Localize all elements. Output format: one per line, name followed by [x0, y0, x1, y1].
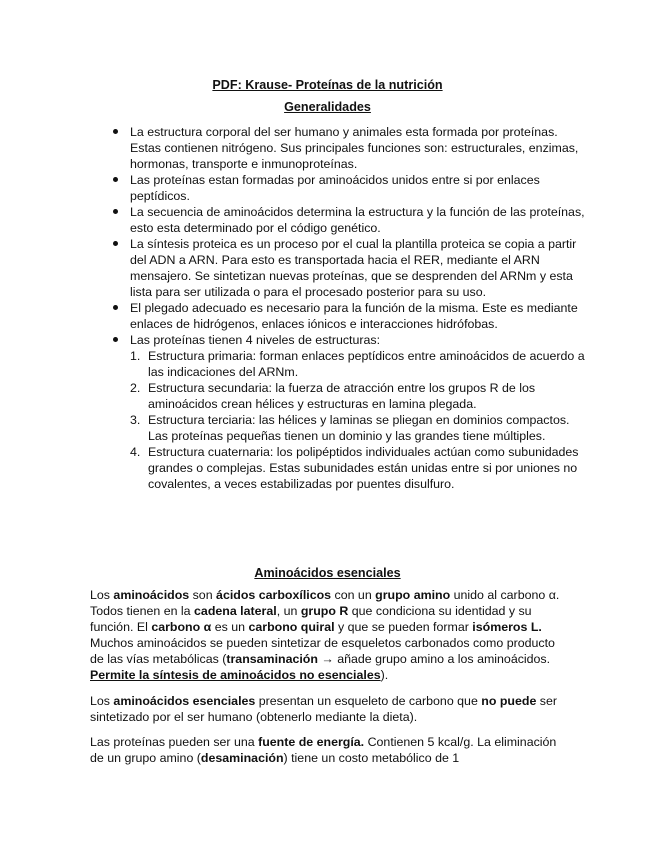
item-number: 4.: [130, 445, 141, 459]
bold-text: carbono α: [151, 620, 212, 634]
text-run: ).: [380, 668, 389, 682]
bullet-text: La estructura corporal del ser humano y animales esta formada por proteínas. Estas contienen nitrógeno. Sus principales funciones son: estructurales, enzimas, hormonas, transporte e inmunoproteínas.: [130, 125, 579, 171]
bold-text: cadena lateral: [194, 604, 277, 618]
text-run: Las proteínas pueden ser una: [90, 735, 259, 749]
bullet-item: [130, 172, 590, 204]
structure-levels-list: [130, 348, 590, 492]
item-number: 3.: [130, 413, 141, 427]
bullet-text: La secuencia de aminoácidos determina la estructura y la función de las proteínas, esto esta determinado por el código genético.: [130, 205, 585, 235]
document-title: PDF: Krause- Proteínas de la nutrición: [212, 78, 443, 92]
bold-text: ácidos carboxílicos: [216, 588, 332, 602]
section-heading-aminoacidos-esenciales: Aminoácidos esenciales: [254, 566, 401, 580]
numbered-item: [130, 380, 590, 412]
bullet-item: [130, 332, 590, 492]
text-run: y que se pueden formar: [334, 620, 473, 634]
bold-text: aminoácidos: [113, 588, 190, 602]
bullet-item: [130, 124, 590, 172]
text-run: Contienen 5 kcal/g. La eliminación de un grupo amino (: [90, 735, 557, 765]
bold-text: transaminación: [226, 652, 318, 666]
bullet-list: [113, 124, 590, 492]
bold-underlined-text: Permite la síntesis de aminoácidos no esenciales: [90, 668, 381, 682]
bullet-text: Las proteínas estan formadas por aminoácidos unidos entre si por enlaces peptídicos.: [130, 173, 540, 203]
bold-text: no puede: [481, 694, 537, 708]
bullet-dot-icon: [113, 129, 118, 134]
text-run: es un: [211, 620, 249, 634]
text-run: presentan un esqueleto de carbono que: [255, 694, 482, 708]
text-run: , un: [276, 604, 301, 618]
paragraph-aminoacidos-esenciales: [90, 693, 568, 725]
bold-text: desaminación: [200, 751, 284, 765]
item-text: Estructura primaria: forman enlaces peptídicos entre aminoácidos de acuerdo a las indicaciones del ARNm.: [148, 349, 585, 379]
bold-text: isómeros L.: [472, 620, 542, 634]
text-run: son: [189, 588, 217, 602]
numbered-item: [130, 444, 590, 492]
bullet-text: El plegado adecuado es necesario para la función de la misma. Este es mediante enlaces de hidrógenos, enlaces iónicos e interacciones hidrófobas.: [130, 301, 578, 331]
text-run: Los: [90, 694, 114, 708]
text-run: Muchos aminoácidos se pueden sintetizar de esqueletos carbonados como producto de las vías metabólicas (: [90, 636, 555, 666]
section-heading-generalidades: Generalidades: [284, 100, 371, 114]
paragraph-fuente-energia: [90, 734, 568, 766]
bullet-item: [130, 236, 590, 300]
text-run: ser sintetizado por el ser humano (obtenerlo mediante la dieta).: [90, 694, 558, 724]
text-run: Los: [90, 588, 114, 602]
numbered-item: [130, 412, 590, 444]
item-number: 1.: [130, 349, 141, 363]
bullet-dot-icon: [113, 177, 118, 182]
bullet-item: [130, 204, 590, 236]
item-text: Estructura cuaternaria: los polipéptidos individuales actúan como subunidades grandes o complejas. Estas subunidades están unidas entre si por uniones no covalentes, a veces estabilizadas por puentes disulfuro.: [148, 445, 579, 491]
bullet-text: Las proteínas tienen 4 niveles de estructuras:: [130, 333, 381, 347]
text-run: unido al carbono α. Todos tienen en la: [90, 588, 560, 618]
item-number: 2.: [130, 381, 141, 395]
text-run: que condiciona su identidad y su función. El: [90, 604, 532, 634]
bullet-dot-icon: [113, 209, 118, 214]
bullet-dot-icon: [113, 337, 118, 342]
text-run: → añade grupo amino a los aminoácidos.: [317, 652, 551, 666]
numbered-item: [130, 348, 590, 380]
bullet-item: [130, 300, 590, 332]
item-text: Estructura terciaria: las hélices y laminas se pliegan en dominios compactos. Las proteínas pequeñas tienen un dominio y las grandes tiene múltiples.: [148, 413, 570, 443]
item-text: Estructura secundaria: la fuerza de atracción entre los grupos R de los aminoácidos crean hélices y estructuras en lamina plegada.: [148, 381, 536, 411]
bold-text: grupo amino: [375, 588, 451, 602]
bold-text: carbono quiral: [248, 620, 335, 634]
bold-text: grupo R: [300, 604, 349, 618]
bold-text: fuente de energía.: [258, 735, 365, 749]
bold-text: aminoácidos esenciales: [113, 694, 256, 708]
bullet-dot-icon: [113, 241, 118, 246]
bullet-text: La síntesis proteica es un proceso por el cual la plantilla proteica se copia a partir del ADN a ARN. Para esto es transportada hacia el RER, mediante el ARN mensajero. Se sintetizan nuevas proteínas, que se desprenden del ARNm y esta lista para ser utilizada o para el procesado posterior para su uso.: [130, 237, 577, 299]
bullet-dot-icon: [113, 305, 118, 310]
paragraph-aminoacidos: [90, 587, 568, 683]
text-run: ) tiene un costo metabólico de 1: [283, 751, 460, 765]
text-run: con un: [331, 588, 376, 602]
